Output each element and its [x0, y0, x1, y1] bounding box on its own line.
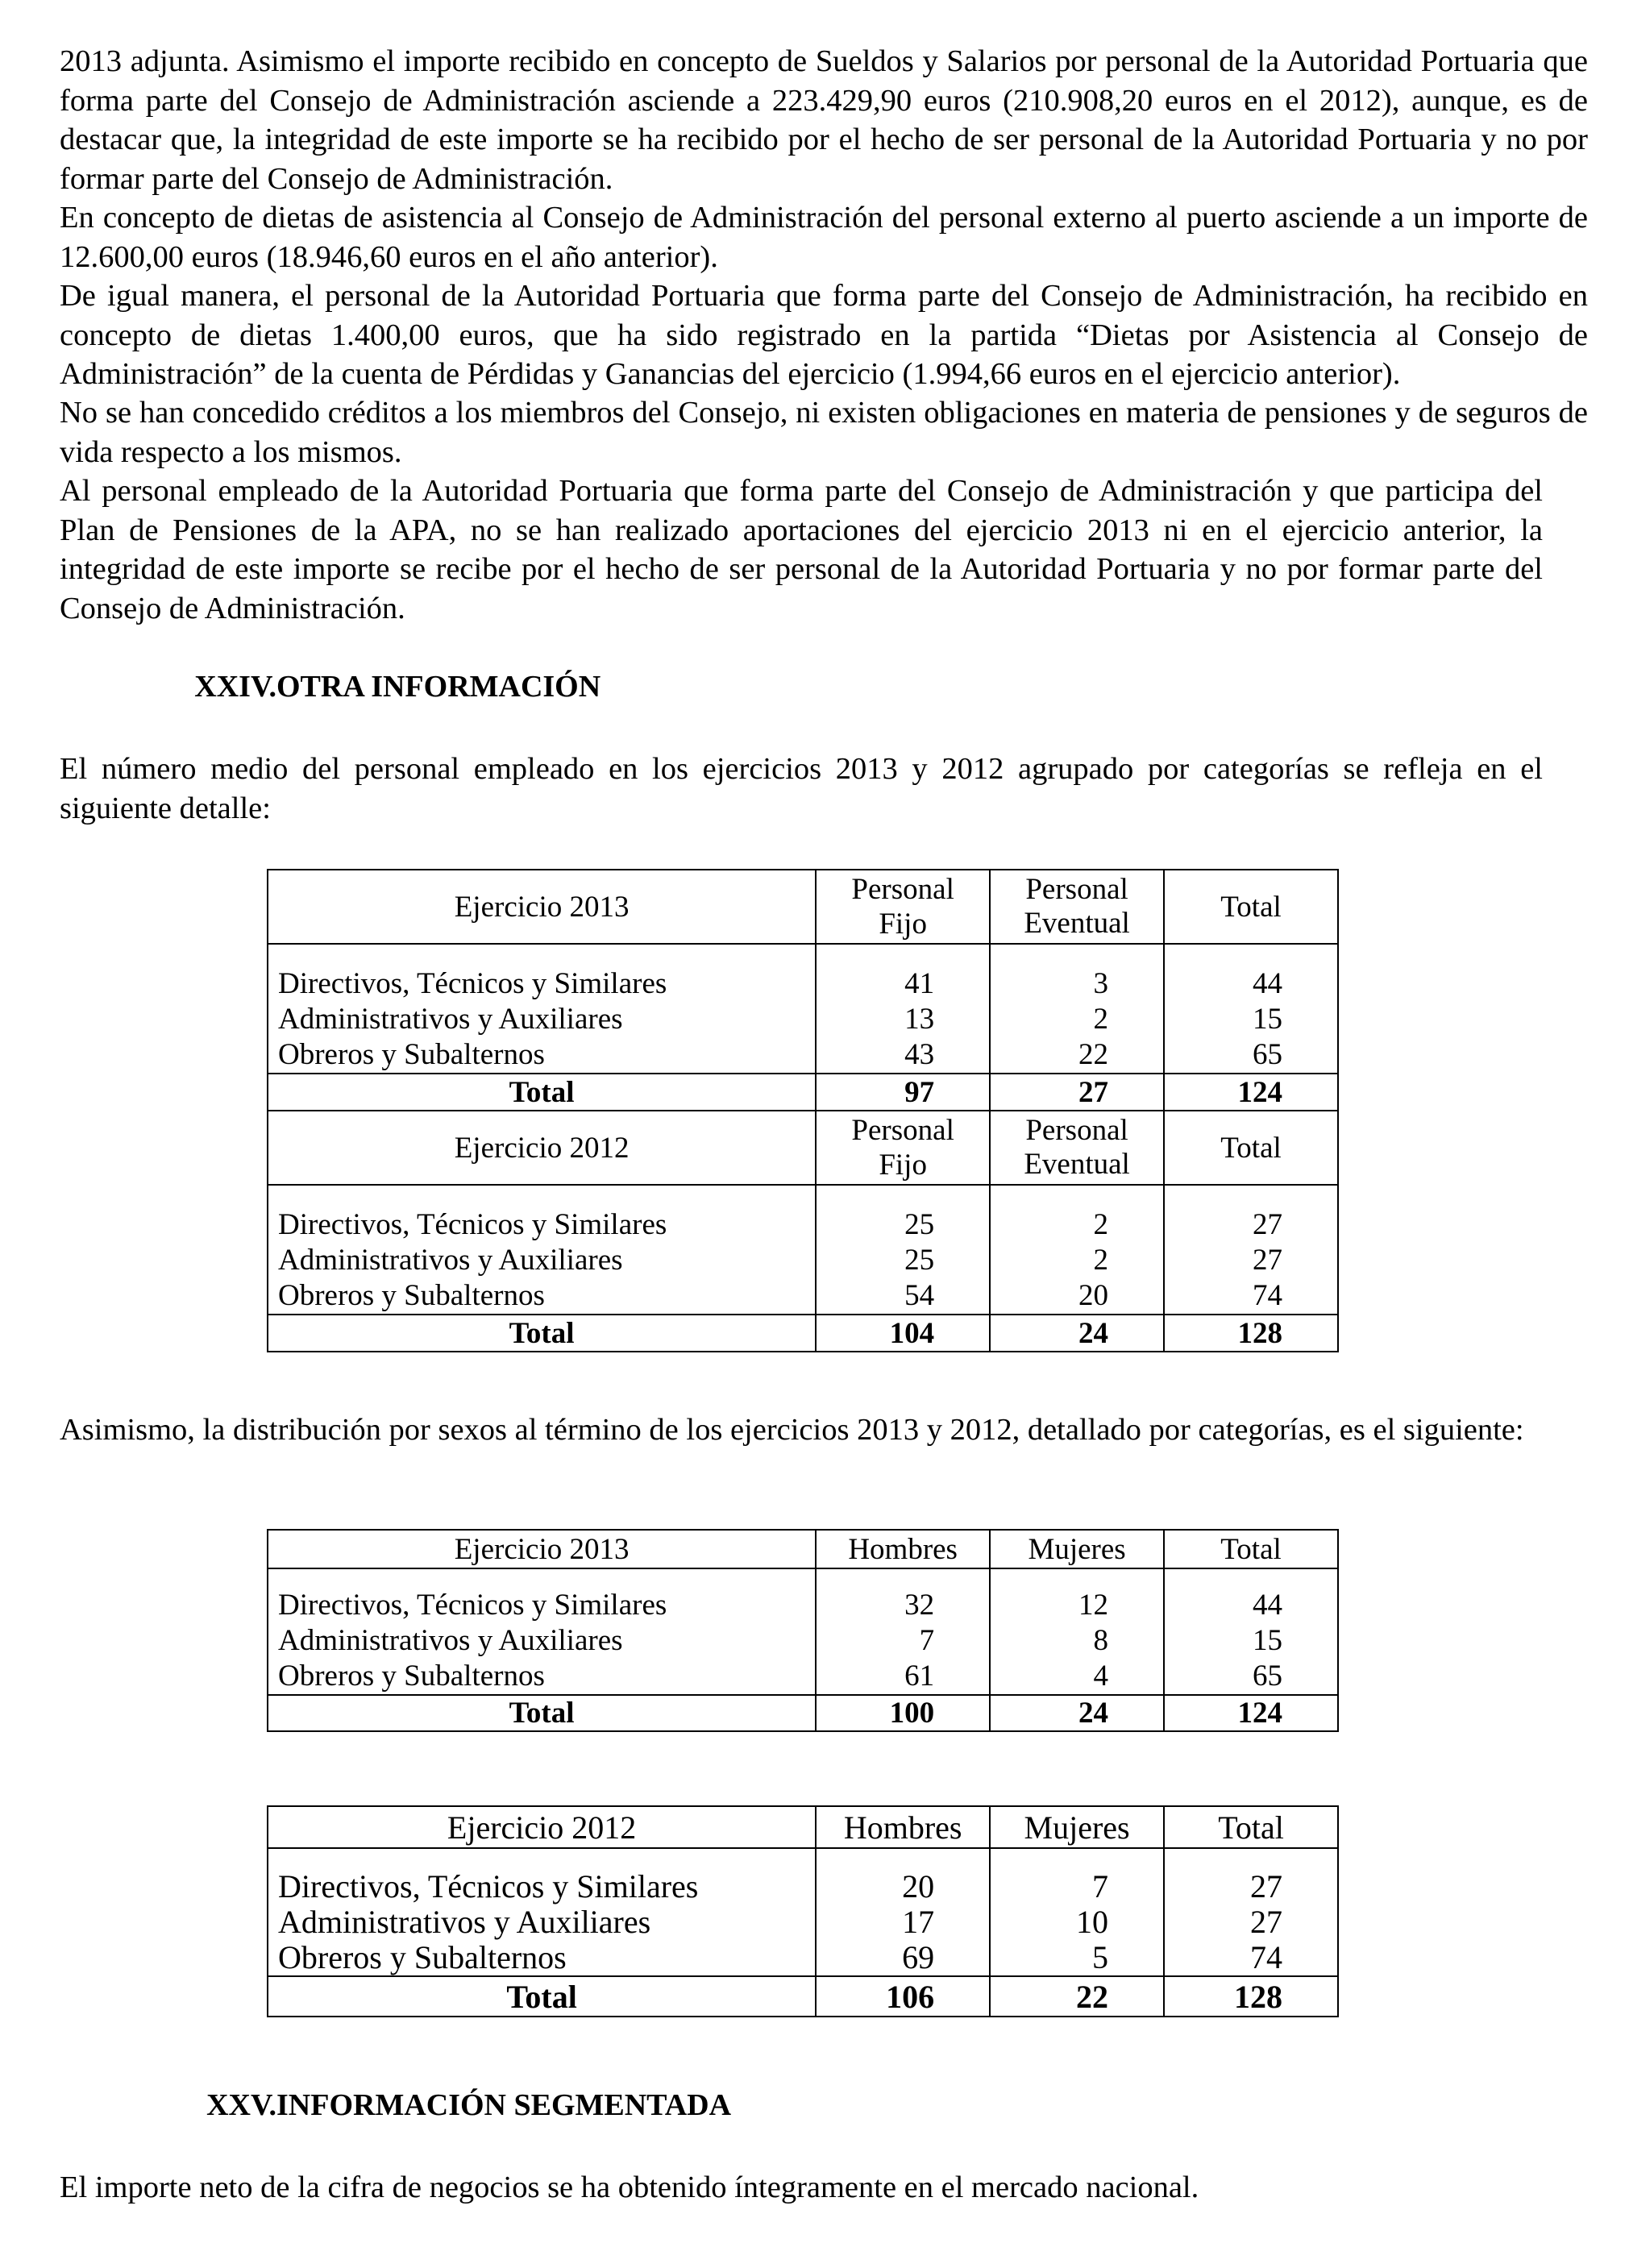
section-title: INFORMACIÓN SEGMENTADA [276, 2088, 732, 2122]
total-value: 104 [816, 1315, 990, 1352]
value-cell: 27 [1164, 1869, 1338, 1905]
value-cell: 41 [816, 966, 990, 1002]
total-label: Total [268, 1315, 816, 1352]
paragraph-distribucion-sexos: Asimismo, la distribución por sexos al término de los ejercicios 2013 y 2012, detallado por categorías, es el siguiente: [60, 1413, 1524, 1447]
section-heading-otra-informacion [143, 669, 600, 704]
total-label: Total [268, 1695, 816, 1731]
table-row [268, 1278, 1338, 1315]
total-value: 124 [1164, 1695, 1338, 1731]
value-cell: 61 [816, 1659, 990, 1695]
value-cell: 13 [816, 1002, 990, 1037]
header-line: Personal [1025, 873, 1128, 906]
total-value: 128 [1164, 1315, 1338, 1352]
paragraph-cifra-negocios: El importe neto de la cifra de negocios se ha obtenido íntegramente en el mercado nacional. [60, 2170, 1199, 2204]
table-total-row [268, 1315, 1338, 1352]
category-cell: Administrativos y Auxiliares [268, 1243, 816, 1278]
value-cell: 2 [990, 1243, 1164, 1278]
table-row [268, 1905, 1338, 1940]
value-cell: 74 [1164, 1278, 1338, 1315]
header-hombres: Hombres [816, 1806, 990, 1848]
total-label: Total [268, 1976, 816, 2017]
value-cell: 74 [1164, 1940, 1338, 1976]
value-cell: 17 [816, 1905, 990, 1940]
total-value: 24 [990, 1315, 1164, 1352]
section-number: XXIV. [194, 670, 276, 704]
value-cell: 2 [990, 1207, 1164, 1243]
paragraph-dietas-personal: De igual manera, el personal de la Autoridad Portuaria que forma parte del Consejo de Administración, ha recibido en concepto de dietas 1.400,00 euros, que ha sido registrado en la partida “Dietas por Asistencia al Consejo de Administración” de la cuenta de Pérdidas y Ganancias del ejercicio (1.994,66 euros en el ejercicio anterior). [60, 279, 1588, 391]
category-cell: Obreros y Subalternos [268, 1278, 816, 1315]
category-cell: Directivos, Técnicos y Similares [268, 1588, 816, 1623]
total-value: 97 [816, 1074, 990, 1111]
category-cell: Directivos, Técnicos y Similares [268, 966, 816, 1002]
value-cell: 15 [1164, 1002, 1338, 1037]
value-cell: 2 [990, 1002, 1164, 1037]
table-total-row [268, 1074, 1338, 1111]
value-cell: 4 [990, 1659, 1164, 1695]
value-cell: 22 [990, 1037, 1164, 1074]
value-cell: 15 [1164, 1623, 1338, 1659]
header-ejercicio: Ejercicio 2012 [268, 1111, 816, 1185]
header-total: Total [1164, 870, 1338, 944]
table-header-row [268, 1806, 1338, 1848]
section-heading-informacion-segmentada [143, 2087, 731, 2123]
table-row [268, 1623, 1338, 1659]
value-cell: 43 [816, 1037, 990, 1074]
table-row [268, 1869, 1338, 1905]
table-row [268, 1588, 1338, 1623]
table-header-row [268, 1111, 1338, 1185]
section-number: XXV. [206, 2088, 276, 2122]
header-ejercicio: Ejercicio 2012 [268, 1806, 816, 1848]
table-row [268, 1037, 1338, 1074]
paragraph-consejo-sueldos: 2013 adjunta. Asimismo el importe recibido en concepto de Sueldos y Salarios por personal de la Autoridad Portuaria que forma parte del Consejo de Administración asciende a 223.429,90 euros (210.908,20 euros en el 2012), aunque, es de destacar que, la integridad de este importe se ha recibido por el hecho de ser personal de la Autoridad Portuaria y no por formar parte del Consejo de Administración. [60, 44, 1588, 196]
header-ejercicio: Ejercicio 2013 [268, 870, 816, 944]
header-total: Total [1164, 1111, 1338, 1185]
value-cell: 44 [1164, 1588, 1338, 1623]
value-cell: 54 [816, 1278, 990, 1315]
header-personal-fijo: Personal Fijo [816, 1111, 990, 1185]
header-total: Total [1164, 1806, 1338, 1848]
value-cell: 65 [1164, 1659, 1338, 1695]
table-row [268, 1243, 1338, 1278]
header-personal-eventual [990, 870, 1164, 944]
category-cell: Obreros y Subalternos [268, 1037, 816, 1074]
value-cell: 27 [1164, 1207, 1338, 1243]
total-value: 124 [1164, 1074, 1338, 1111]
value-cell: 27 [1164, 1243, 1338, 1278]
total-value: 27 [990, 1074, 1164, 1111]
category-cell: Directivos, Técnicos y Similares [268, 1207, 816, 1243]
header-personal-fijo: Personal Fijo [816, 870, 990, 944]
table-sexos-2012 [267, 1805, 1339, 2017]
header-line: Eventual [1024, 907, 1130, 940]
header-total: Total [1164, 1530, 1338, 1568]
total-value: 100 [816, 1695, 990, 1731]
table-sexos-2013 [267, 1529, 1339, 1732]
category-cell: Obreros y Subalternos [268, 1659, 816, 1695]
header-personal-eventual [990, 1111, 1164, 1185]
table-row [268, 1940, 1338, 1976]
paragraph-creditos: No se han concedido créditos a los miembros del Consejo, ni existen obligaciones en materia de pensiones y de seguros de vida respecto a los mismos. [60, 396, 1588, 469]
value-cell: 12 [990, 1588, 1164, 1623]
value-cell: 44 [1164, 966, 1338, 1002]
header-ejercicio: Ejercicio 2013 [268, 1530, 816, 1568]
value-cell: 8 [990, 1623, 1164, 1659]
table-header-row [268, 870, 1338, 944]
category-cell: Obreros y Subalternos [268, 1940, 816, 1976]
value-cell: 69 [816, 1940, 990, 1976]
total-value: 24 [990, 1695, 1164, 1731]
value-cell: 7 [816, 1623, 990, 1659]
header-line: Eventual [1024, 1148, 1130, 1181]
table-row [268, 1659, 1338, 1695]
header-hombres: Hombres [816, 1530, 990, 1568]
table-total-row [268, 1695, 1338, 1731]
value-cell: 25 [816, 1207, 990, 1243]
table-row [268, 1002, 1338, 1037]
value-cell: 20 [990, 1278, 1164, 1315]
value-cell: 27 [1164, 1905, 1338, 1940]
header-mujeres: Mujeres [990, 1530, 1164, 1568]
value-cell: 20 [816, 1869, 990, 1905]
header-line: Personal [1025, 1114, 1128, 1147]
table-total-row [268, 1976, 1338, 2017]
paragraph-dietas-externo: En concepto de dietas de asistencia al Consejo de Administración del personal externo al puerto asciende a un importe de 12.600,00 euros (18.946,60 euros en el año anterior). [60, 201, 1588, 274]
paragraph-plan-pensiones: Al personal empleado de la Autoridad Portuaria que forma parte del Consejo de Administración y que participa del Plan de Pensiones de la APA, no se han realizado aportaciones del ejercicio 2013 ni en el ejercicio anterior, la integridad de este importe se recibe por el hecho de ser personal de la Autoridad Portuaria y no por formar parte del Consejo de Administración. [60, 474, 1543, 625]
total-value: 128 [1164, 1976, 1338, 2017]
value-cell: 7 [990, 1869, 1164, 1905]
value-cell: 25 [816, 1243, 990, 1278]
total-label: Total [268, 1074, 816, 1111]
category-cell: Directivos, Técnicos y Similares [268, 1869, 816, 1905]
section-title: OTRA INFORMACIÓN [276, 670, 601, 704]
total-value: 106 [816, 1976, 990, 2017]
value-cell: 3 [990, 966, 1164, 1002]
category-cell: Administrativos y Auxiliares [268, 1002, 816, 1037]
value-cell: 10 [990, 1905, 1164, 1940]
total-value: 22 [990, 1976, 1164, 2017]
table-row [268, 1207, 1338, 1243]
table-row [268, 966, 1338, 1002]
header-mujeres: Mujeres [990, 1806, 1164, 1848]
table-personal-categorias [267, 869, 1339, 1352]
paragraph-numero-medio: El número medio del personal empleado en los ejercicios 2013 y 2012 agrupado por categorías se refleja en el siguiente detalle: [60, 752, 1543, 825]
value-cell: 32 [816, 1588, 990, 1623]
value-cell: 65 [1164, 1037, 1338, 1074]
category-cell: Administrativos y Auxiliares [268, 1905, 816, 1940]
value-cell: 5 [990, 1940, 1164, 1976]
table-header-row [268, 1530, 1338, 1568]
category-cell: Administrativos y Auxiliares [268, 1623, 816, 1659]
